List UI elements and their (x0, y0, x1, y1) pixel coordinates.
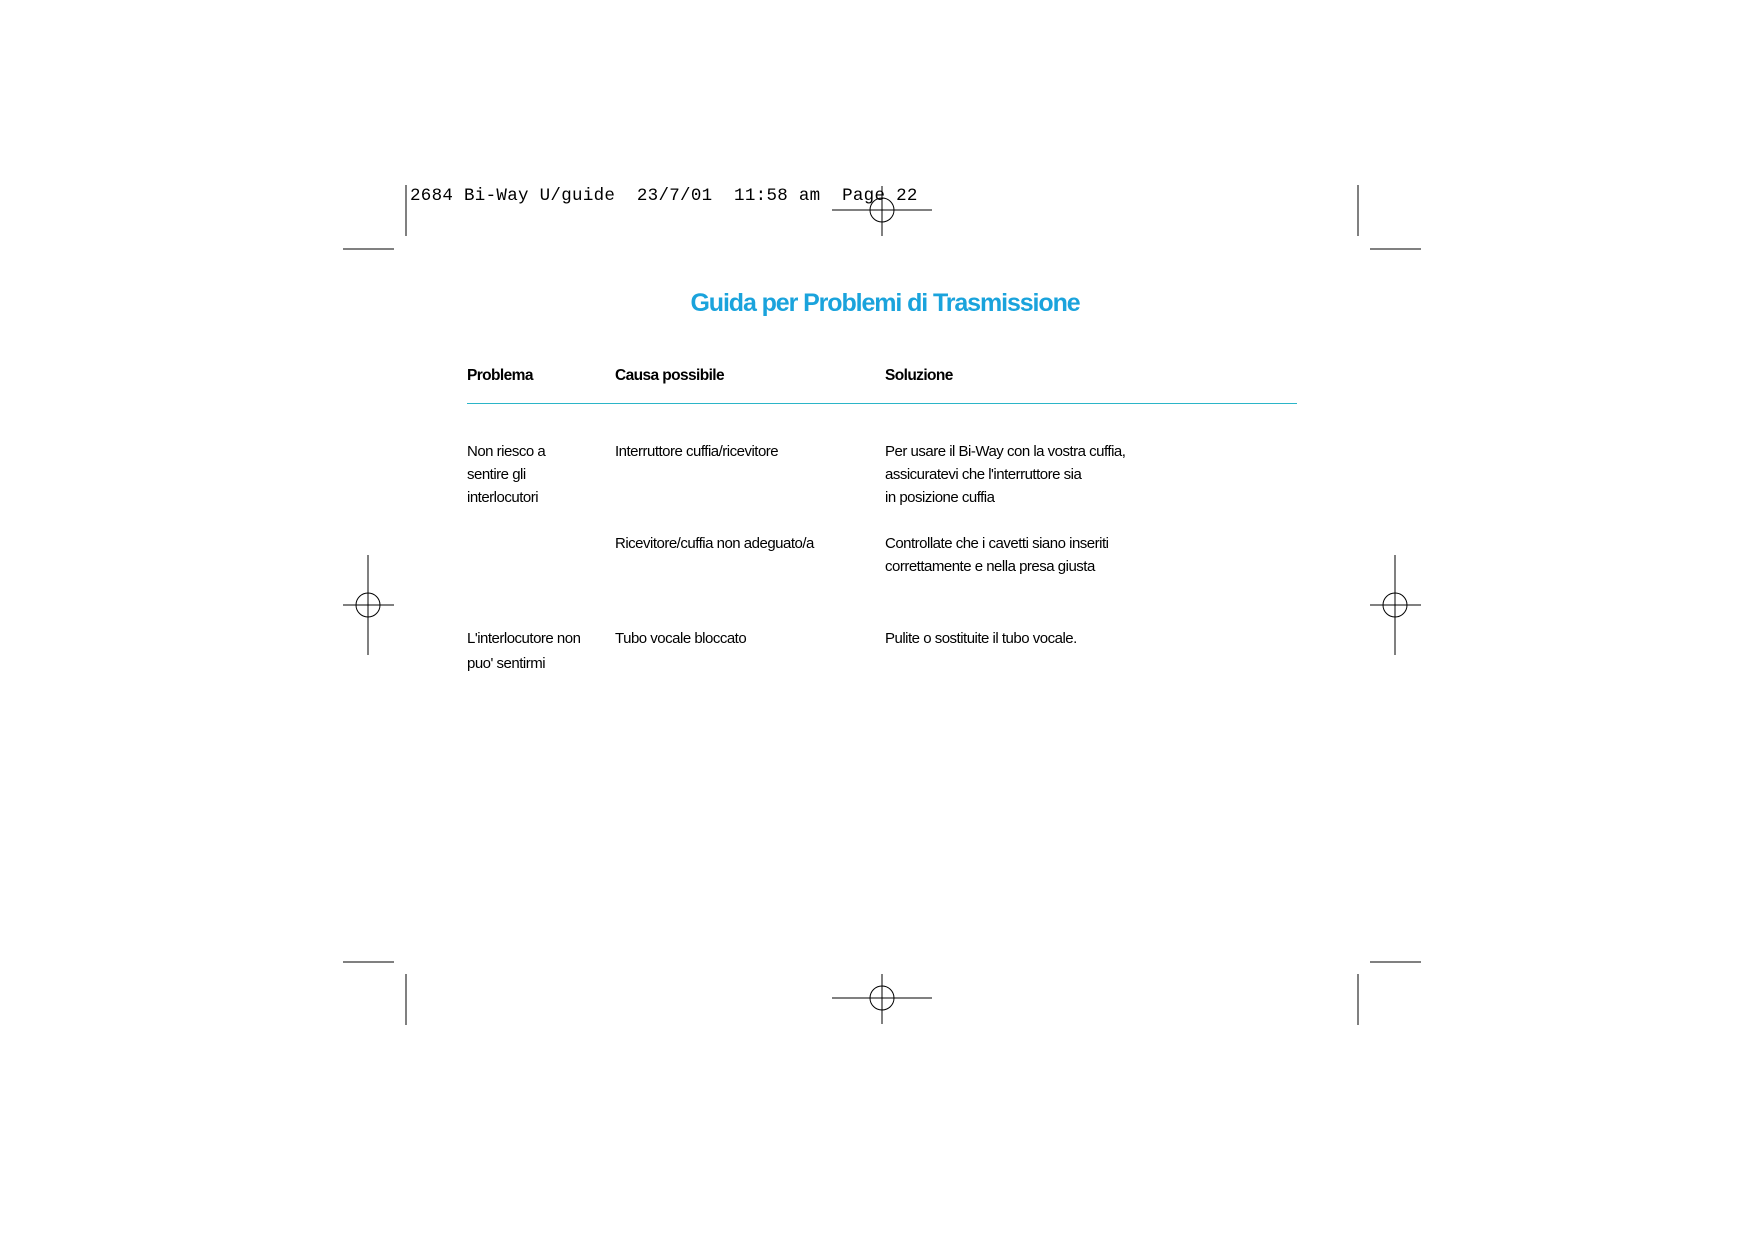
cell-line: sentire gli (467, 466, 526, 483)
cell-line: Per usare il Bi-Way con la vostra cuffia, (885, 443, 1126, 460)
cell-line: Controllate che i cavetti siano inseriti (885, 535, 1109, 552)
table-row-3-cause (615, 626, 746, 651)
cell-line: L'interlocutore non (467, 630, 581, 647)
column-header-problem: Problema (467, 367, 533, 384)
table-row-1-problem (467, 440, 545, 509)
cell-line: Pulite o sostituite il tubo vocale. (885, 630, 1077, 647)
cell-line: Tubo vocale bloccato (615, 630, 747, 647)
cell-line: puo' sentirmi (467, 655, 546, 672)
cell-line: assicuratevi che l'interruttore sia (885, 466, 1082, 483)
registration-target-left (343, 555, 394, 655)
cell-line: Interruttore cuffia/ricevitore (615, 443, 779, 460)
table-row-1-cause (615, 440, 778, 463)
table-row-3-solution (885, 626, 1077, 651)
registration-target-right (1370, 555, 1421, 655)
cell-line: Ricevitore/cuffia non adeguato/a (615, 535, 814, 552)
table-row-2-solution (885, 532, 1108, 578)
cell-line: Non riesco a (467, 443, 546, 460)
table-row-3-problem (467, 626, 580, 676)
page-title: Guida per Problemi di Trasmissione (690, 289, 1080, 317)
header-divider (467, 403, 1297, 404)
column-header-solution: Soluzione (885, 367, 953, 384)
table-row-1-solution (885, 440, 1125, 509)
cell-line: in posizione cuffia (885, 489, 995, 506)
print-slug: 2684 Bi-Way U/guide 23/7/01 11:58 am Page 22 (410, 186, 918, 206)
table-row-2-cause (615, 532, 814, 555)
column-header-cause: Causa possibile (615, 367, 725, 384)
cell-line: interlocutori (467, 489, 539, 506)
registration-target-bottom (832, 974, 932, 1024)
cell-line: correttamente e nella presa giusta (885, 558, 1095, 575)
